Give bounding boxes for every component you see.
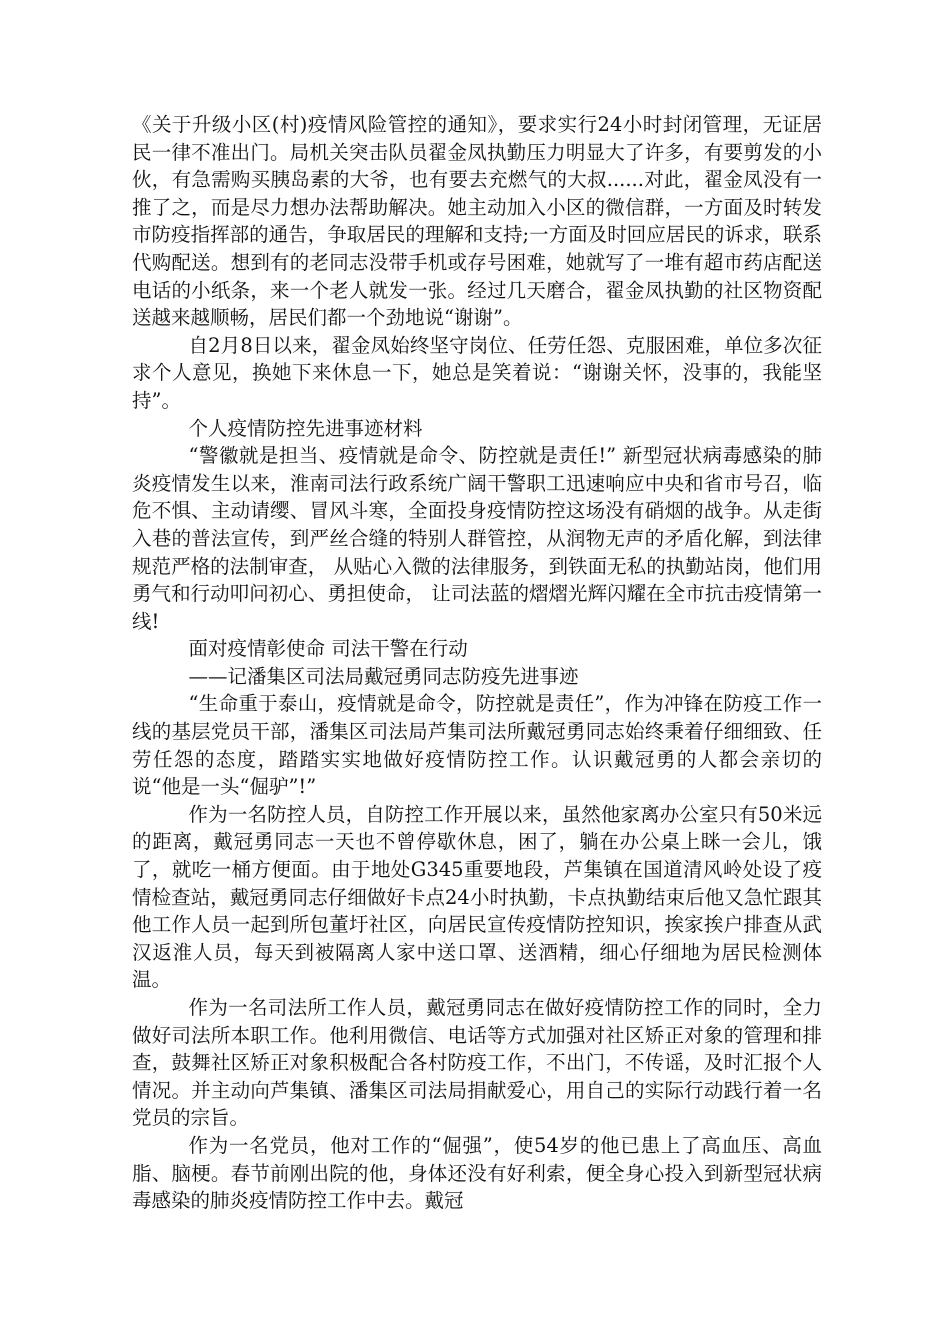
section-heading-mission: 面对疫情彰使命 司法干警在行动 (188, 637, 468, 661)
paragraph-as-judicial: 作为一名司法所工作人员，戴冠勇同志在做好疫情防控工作的同时，全力做好司法所本职工作。他利用微信、电话等方式加强对社区矫正对象的管理和排查，鼓舞社区矫正对象积极配合各村防疫工作，不出门，不传谣，及时汇报个人情况。并主动向芦集镇、潘集区司法局捐献爱心，用自己的实际行动践行着一名党员的宗旨。 (132, 996, 822, 1130)
paragraph-continuation: 《关于升级小区(村)疫情风险管控的通知》，要求实行24小时封闭管理，无证居民一律不准出门。局机关突击队员翟金凤执勤压力明显大了许多，有要剪发的小伙，有急需购买胰岛素的大爷，也有要去充燃气的大叔......对此，翟金凤没有一推了之，而是尽力想办法帮助解决。她主动加入小区的微信群，一方面及时转发市防疫指挥部的通告，争取居民的理解和支持;一方面及时回应居民的诉求，联系代购配送。想到有的老同志没带手机或存号困难，她就写了一堆有超市药店配送电话的小纸条，来一个老人就发一张。经过几天磨合，翟金凤执勤的社区物资配送越来越顺畅，居民们都一个劲地说“谢谢”。 (132, 113, 822, 330)
section-heading-advanced-deeds: 个人疫情防控先进事迹材料 (188, 416, 423, 440)
paragraph-life-taishan: “生命重于泰山，疫情就是命令，防控就是责任”，作为冲锋在防疫工作一线的基层党员干部，潘集区司法局芦集司法所戴冠勇同志始终秉着仔细细致、任劳任怨的态度，踏踏实实地做好疫情防控工作。认识戴冠勇的人都会亲切的说“他是一头“倔驴”!” (132, 692, 822, 799)
paragraph-police-badge: “警徽就是担当、疫情就是命令、防控就是责任!” 新型冠状病毒感染的肺炎疫情发生以来，淮南司法行政系统广阔干警职工迅速响应中央和省市号召，临危不惧、主动请缨、冒风斗寒，全面投身疫情防控这场没有硝烟的战争。从走街入巷的普法宣传，到严丝合缝的特别人群管控，从润物无声的矛盾化解，到法律规范严格的法制审查， 从贴心入微的法律服务，到铁面无私的执勤站岗，他们用勇气和行动叩问初心、勇担使命， 让司法蓝的熠熠光辉闪耀在全市抗击疫情第一线! (132, 444, 822, 633)
paragraph-since-feb: 自2月8日以来，翟金凤始终坚守岗位、任劳任怨、克服困难，单位多次征求个人意见，换她下来休息一下，她总是笑着说：“谢谢关怀，没事的，我能坚持”。 (132, 333, 822, 412)
paragraph-as-staff: 作为一名防控人员，自防控工作开展以来，虽然他家离办公室只有50米远的距离，戴冠勇同志一天也不曾停歇休息，困了，躺在办公桌上眯一会儿，饿了，就吃一桶方便面。由于地处G345重要地段，芦集镇在国道清风岭处设了疫情检查站，戴冠勇同志仔细做好卡点24小时执勤，卡点执勤结束后他又急忙跟其他工作人员一起到所包董圩社区，向居民宣传疫情防控知识，挨家挨户排查从武汉返淮人员，每天到被隔离人家中送口罩、送酒精，细心仔细地为居民检测体温。 (132, 802, 822, 992)
paragraph-as-party: 作为一名党员，他对工作的“倔强”，使54岁的他已患上了高血压、高血脂、脑梗。春节前刚出院的他，身体还没有好利索，便全身心投入到新型冠状病毒感染的肺炎疫情防控工作中去。戴冠 (132, 1133, 822, 1213)
section-subheading-record: ——记潘集区司法局戴冠勇同志防疫先进事迹 (188, 664, 579, 688)
document-body (132, 111, 822, 1215)
